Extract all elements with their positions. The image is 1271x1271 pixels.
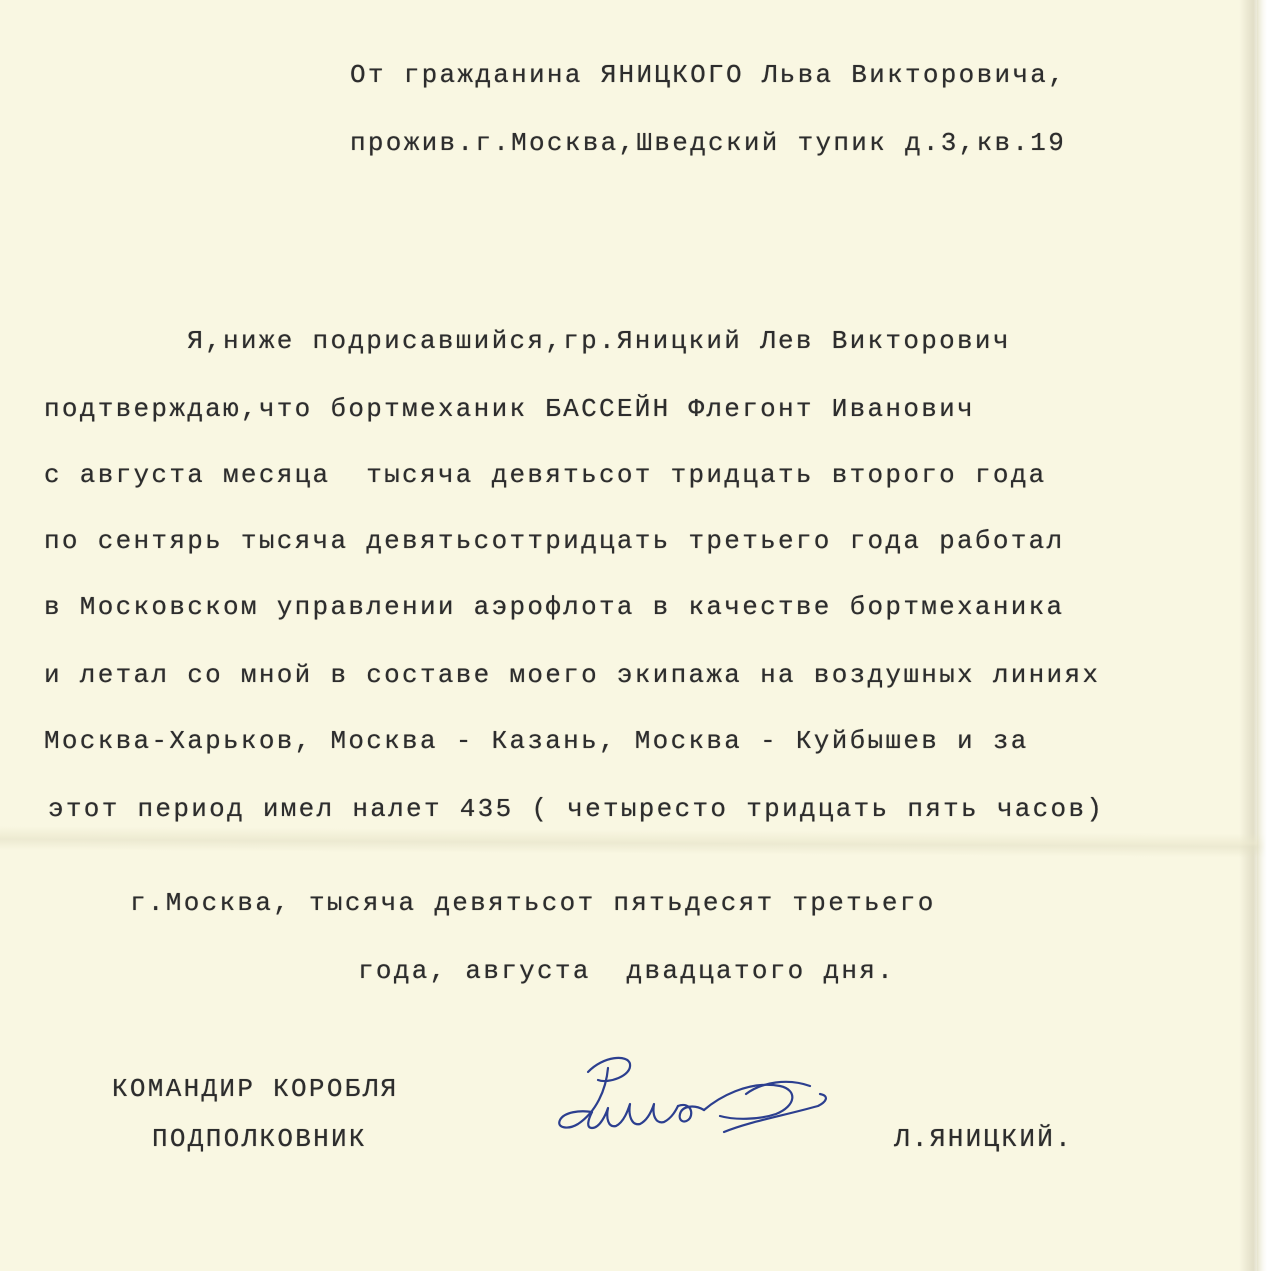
body-line: с августа месяца тысяча девятьсот тридцать второго года	[44, 460, 1047, 490]
dateline-1: г.Москва, тысяча девятьсот пятьдесят третьего	[130, 888, 936, 918]
signatory-title-1: КОМАНДИР КОРОБЛЯ	[112, 1074, 399, 1104]
paper-edge	[1257, 0, 1271, 1271]
body-line: и летал со мной в составе моего экипажа на воздушных линиях	[44, 660, 1101, 690]
signatory-name: Л.ЯНИЦКИЙ.	[894, 1124, 1074, 1154]
body-line: в Московском управлении аэрофлота в качестве бортмеханика	[44, 592, 1065, 622]
body-line: подтверждаю,что бортмеханик БАССЕЙН Флегонт Иванович	[44, 394, 975, 424]
body-line: по сентярь тысяча девятьсоттридцать третьего года работал	[44, 526, 1065, 556]
body-line: Москва-Харьков, Москва - Казань, Москва - Куйбышев и за	[44, 726, 1029, 756]
paper-fold	[0, 826, 1271, 858]
body-line: этот период имел налет 435 ( четыресто тридцать пять часов)	[48, 794, 1105, 824]
dateline-2: года, августа двадцатого дня.	[358, 956, 896, 986]
signatory-title-2: ПОДПОЛКОВНИК	[152, 1124, 367, 1154]
header-address-line: прожив.г.Москва,Шведский тупик д.3,кв.19	[350, 128, 1067, 158]
handwritten-signature	[548, 1050, 838, 1150]
body-line: Я,ниже подрисавшийся,гр.Яницкий Лев Викторович	[44, 326, 1011, 356]
header-from-line: От гражданина ЯНИЦКОГО Льва Викторовича,	[350, 60, 1067, 90]
